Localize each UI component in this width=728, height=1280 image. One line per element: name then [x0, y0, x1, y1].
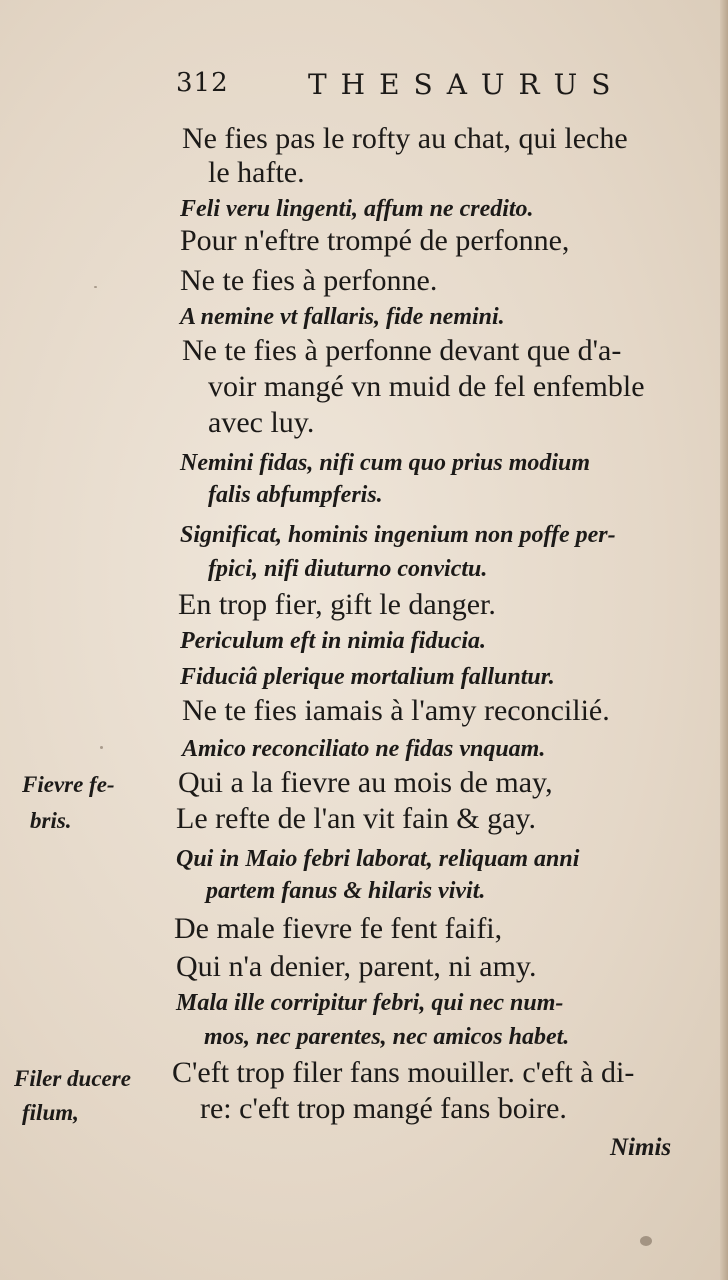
text-line: Ne te fies à perfonne. [180, 264, 438, 297]
text-line: Significat, hominis ingenium non poffe per- [180, 522, 616, 548]
text-line: le hafte. [208, 156, 305, 189]
text-line: Amico reconciliato ne fidas vnquam. [182, 736, 546, 762]
text-line: En trop fier, gift le danger. [178, 588, 496, 621]
margin-note: Filer ducere [14, 1066, 131, 1091]
text-line: Feli veru lingenti, affum ne credito. [180, 196, 534, 222]
text-line: Qui a la fievre au mois de may, [178, 766, 553, 799]
catchword: Nimis [610, 1134, 672, 1161]
text-line: Ne te fies iamais à l'amy reconcilié. [182, 694, 610, 727]
text-line: A nemine vt fallaris, fide nemini. [180, 304, 505, 330]
text-line: Pour n'eftre trompé de perfonne, [180, 224, 570, 257]
text-line: Qui n'a denier, parent, ni amy. [176, 950, 537, 983]
text-line: Nemini fidas, nifi cum quo prius modium [180, 450, 591, 476]
margin-note: bris. [30, 808, 72, 833]
running-title: THESAURUS [308, 68, 625, 101]
page-number: 312 [176, 68, 229, 98]
text-line: re: c'eft trop mangé fans boire. [200, 1092, 567, 1125]
text-line: De male fievre fe fent faifi, [174, 912, 503, 945]
text-line: Ne fies pas le rofty au chat, qui leche [182, 122, 628, 155]
text-line: fpici, nifi diuturno convictu. [208, 556, 488, 582]
text-line: C'eft trop filer fans mouiller. c'eft à di- [172, 1056, 635, 1089]
text-line: Qui in Maio febri laborat, reliquam anni [176, 846, 580, 872]
text-line: voir mangé vn muid de fel enfemble [208, 370, 645, 403]
text-line: Periculum eft in nimia fiducia. [180, 628, 487, 654]
paper-speck [640, 1236, 652, 1246]
text-line: partem fanus & hilaris vivit. [206, 878, 486, 904]
margin-note: filum, [22, 1100, 79, 1125]
text-line: Mala ille corripitur febri, qui nec num- [176, 990, 564, 1016]
margin-note: Fievre fe- [22, 772, 115, 797]
paper-speck [94, 286, 97, 288]
text-line: avec luy. [208, 406, 315, 439]
paper-speck [100, 746, 103, 749]
page-edge-shadow [720, 0, 728, 1280]
text-line: Ne te fies à perfonne devant que d'a- [182, 334, 622, 367]
text-line: mos, nec parentes, nec amicos habet. [204, 1024, 570, 1050]
page-header [176, 68, 625, 108]
text-line: Le refte de l'an vit fain & gay. [176, 802, 536, 835]
text-line: Fiduciâ plerique mortalium falluntur. [180, 664, 555, 690]
text-line: falis abfumpferis. [208, 482, 383, 508]
